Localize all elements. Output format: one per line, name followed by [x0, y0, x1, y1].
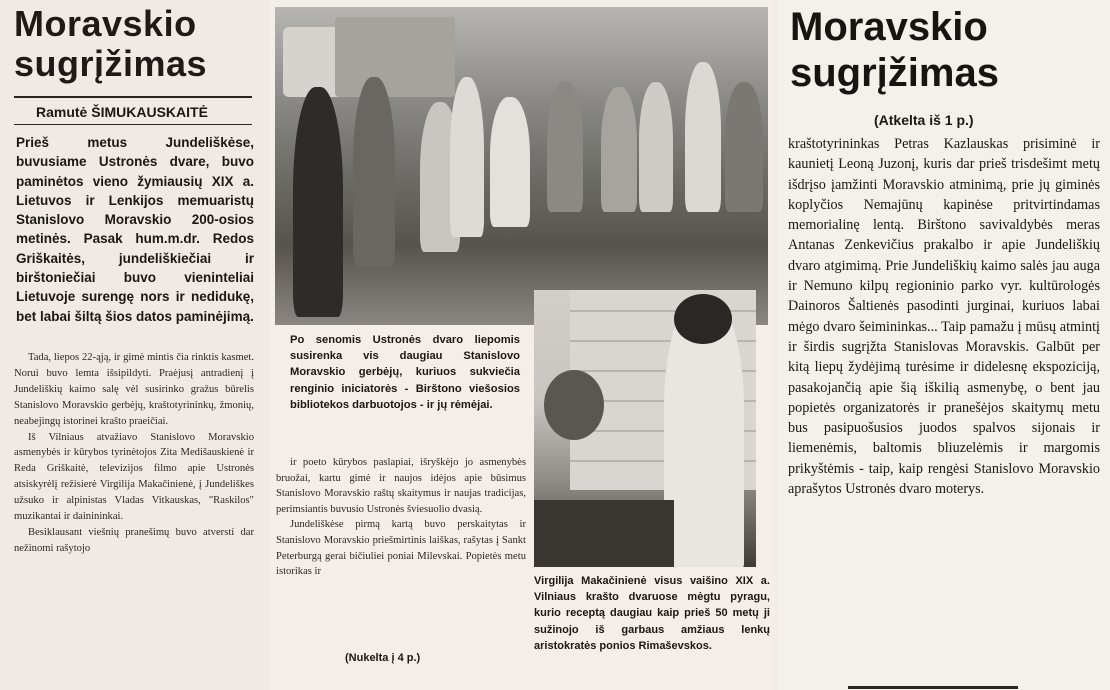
continued-from-note: (Atkelta iš 1 p.)	[874, 112, 974, 128]
table-with-pies	[534, 500, 674, 567]
person-figure	[293, 87, 343, 317]
byline-rule	[14, 124, 252, 125]
article-body-left	[14, 350, 254, 557]
woman-with-pie-photo	[534, 290, 756, 567]
person-figure	[639, 82, 673, 212]
photo-caption-pie: Virgilija Makačinienė visus vaišino XIX a. Vilniaus krašto dvaruose mėgtu pyragu, kurio receptą daugiau kaip prieš 50 metų ji sužinojo iš garbaus amžiaus lenkų aristokratės ponios Rimaševskos.	[534, 575, 770, 652]
person-figure	[725, 82, 763, 212]
person-figure	[685, 62, 721, 212]
person-figure	[450, 77, 484, 237]
body-paragraph: Iš Vilniaus atvažiavo Stanislovo Moravskio asmenybės ir kūrybos tyrinėtojos Zita Medišauskienė ir Reda Griškaitė, televizijos filmo apie Ustronės atsiskyrėlį režisierė Virgilija Makačinienė, į Jundeliškes užsuko ir alpinistas Vladas Vitkauskas, "Raskilos" muzikantai ir dainininkai.	[14, 431, 254, 523]
body-paragraph: Besiklausant viešnių pranešimų buvo atverstí dar nežinomi rašytojo	[14, 526, 254, 554]
article-body-right: kraštotyrininkas Petras Kazlauskas prisiminė ir kaunietį Leoną Juzonį, kuris dar prieš trisdešimt metų išdrįso įamžinti Moravskio atminimą, prie jų giminės koplyčios Nemajūnų kapinėse pritvirtindamas memorialinę lentą. Birštono savivaldybės meras Antanas Zenkevičius prakalbo ir apie Jundeliškių dvaro atgimimą. Prie Jundeliškių kaimo salės jau auga ir Nemuno kilpų regioninio parko vyr. kultūrologės Dainoros Šaltienės pasodinti jurginai, kuriuos labai mėgo dvaro šeimininkas... Taip pamažu į mūsų atmintį ir širdis sugrįžta Stanislovas Moravskis. Galbūt per kitą liepų žydėjimą turėsime ir didelesnę ekspoziciją, pasakojančią apie šią iškilią asmenybę, o bent jau popietės organizatorės ir pranešėjos skaitymų metu bus pasipuošusios juodos spalvos sijonais ir liemenėmis, baltomis bliuzelėmis ir margomis prikyštėmis - taip, kaip rengėsi Stanislovo Moravskio aprašytos Ustronės dvaro moterys.	[788, 136, 1100, 498]
person-figure	[601, 87, 637, 212]
article-body-middle	[276, 455, 526, 580]
person-figure	[353, 77, 395, 267]
body-paragraph: Tada, liepos 22-ąją, ir gimė mintis čia rinktis kasmet. Norui buvo lemta išsipildyti. Praėjusį antradienį į Jundeliškių kaimo salę vėl susirinko gražus būrelis Stanislovo Moravskio gerbėjų, kraštotyrininkų, žmonių, neabejingų istorinei krašto praeičiai.	[14, 352, 254, 427]
bottom-rule	[848, 686, 1018, 689]
article-headline-continued: Moravskio sugrįžimas	[790, 5, 999, 95]
crowd-photo	[275, 7, 768, 325]
photo-caption-crowd: Po senomis Ustronės dvaro liepomis susirenka vis daugiau Stanislovo Moravskio gerbėjų, kuriuos sukviečia renginio iniciatorės - Birštono viešosios bibliotekos darbuotojos - ir jų rėmėjai.	[290, 334, 520, 411]
continued-note: (Nukelta į 4 p.)	[345, 652, 421, 664]
woman-hair	[674, 294, 732, 344]
headline-rule	[14, 96, 252, 98]
house-shape	[335, 17, 455, 97]
author-byline: Ramutė ŠIMUKAUSKAITĖ	[36, 104, 208, 120]
body-paragraph: ir poeto kūrybos paslapiai, išryškėjo jo asmenybės bruožai, kartu gimė ir naujos idėjos apie būsimus Stanislovo Moravskio raštų skaitymus ir naujas tradicijas, perimsiantis buvusio Ustronės šviesuolio dvasią.	[276, 457, 526, 515]
article-lead: Prieš metus Jundeliškėse, buvusiame Ustronės dvare, buvo paminėtos vieno žymiausių XIX a. Lietuvos ir Lenkijos memuaristų Stanislovo Moravskio 200-osios metinės. Pasak hum.m.dr. Redos Griškaitės, jundeliškiečiai ir birštoniečiai buvo vieninteliai Lietuvoje surengę nors ir nedidukę, bet labai šiltą šios datos paminėjimą.	[16, 135, 254, 324]
flower-vase	[544, 370, 604, 440]
body-paragraph: Jundeliškėse pirmą kartą buvo perskaitytas ir Stanislovo Moravskio priešmirtinis laiškas, rašytas į Sankt Peterburgą gerai bičiuliei poniai Milevskai. Popietės metu istorikas ir	[276, 519, 526, 578]
person-figure	[490, 97, 530, 227]
article-headline: Moravskio sugrįžimas	[14, 3, 208, 84]
person-figure	[547, 82, 583, 212]
